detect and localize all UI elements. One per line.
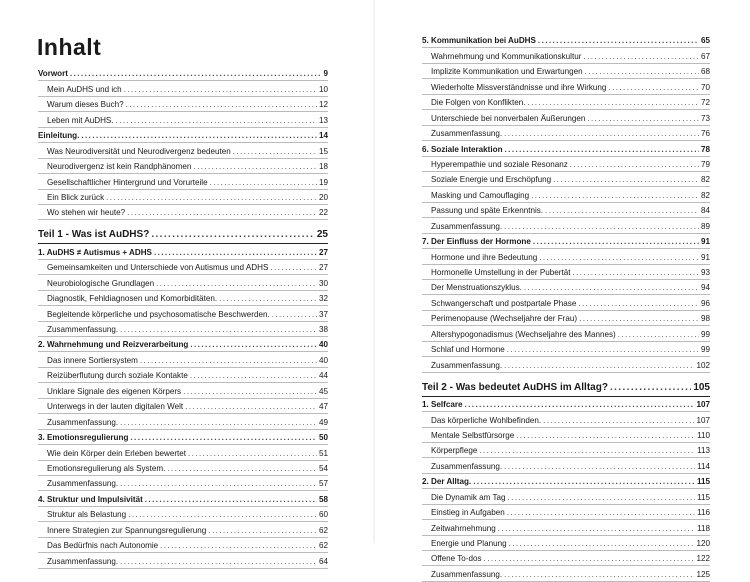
- toc-entry: [38, 553, 328, 568]
- toc-entry-page: 105: [693, 381, 710, 393]
- dot-leader: [585, 67, 699, 76]
- toc-entry-title: Perimenopause (Wechseljahre der Frau): [431, 314, 578, 324]
- toc-entry-title: Einstieg in Aufgaben: [431, 508, 505, 518]
- dot-leader: [120, 325, 317, 334]
- toc-entry-page: 84: [700, 206, 710, 216]
- dot-leader: [608, 83, 699, 92]
- toc-entry: [38, 205, 328, 220]
- toc-entry-title: Struktur als Belastung: [47, 510, 127, 520]
- toc-entry: [38, 291, 328, 306]
- toc-entry-page: 76: [700, 129, 710, 139]
- dot-leader: [504, 361, 694, 370]
- dot-leader: [610, 382, 691, 393]
- toc-chapter-entry: [38, 66, 328, 81]
- dot-leader: [553, 175, 699, 184]
- toc-entry-page: 114: [697, 461, 710, 471]
- toc-entry-page: 19: [318, 177, 328, 187]
- toc-entry: [422, 280, 710, 295]
- dot-leader: [127, 208, 317, 217]
- toc-entry: [38, 538, 328, 553]
- toc-entry: [422, 536, 710, 551]
- dot-leader: [498, 524, 695, 533]
- dot-leader: [533, 237, 699, 246]
- toc-chapter-entry: [38, 128, 328, 143]
- toc-entry: [422, 551, 710, 566]
- toc-entry-page: 15: [318, 146, 328, 156]
- dot-leader: [545, 206, 699, 215]
- toc-entry: [38, 414, 328, 429]
- toc-entry-page: 99: [700, 345, 710, 355]
- toc-chapter-entry: [422, 234, 710, 249]
- dot-leader: [128, 510, 317, 519]
- dot-leader: [160, 541, 317, 550]
- toc-entry: [422, 505, 710, 520]
- toc-entry-page: 40: [318, 340, 328, 350]
- toc-entry-page: 54: [318, 463, 328, 473]
- dot-leader: [505, 145, 699, 154]
- toc-entry-page: 18: [318, 162, 328, 172]
- toc-entry-title: Vorwort: [38, 69, 68, 79]
- toc-entry-title: Masking und Camouflaging: [431, 190, 530, 200]
- dot-leader: [579, 314, 699, 323]
- toc-entry-title: Warum dieses Buch?: [47, 100, 124, 110]
- toc-entry-title: Zusammenfassung.: [431, 569, 503, 579]
- toc-entry: [422, 357, 710, 372]
- toc-entry-title: Neurodivergenz ist kein Randphänomen: [47, 162, 192, 172]
- dot-leader: [106, 193, 317, 202]
- toc-entry: [422, 48, 710, 63]
- dot-leader: [151, 229, 315, 240]
- toc-entry-title: Soziale Energie und Erschöpfung: [431, 175, 552, 185]
- toc-entry-title: Innere Strategien zur Spannungsregulierung: [47, 525, 207, 535]
- dot-leader: [120, 557, 317, 566]
- dot-leader: [167, 464, 317, 473]
- dot-leader: [507, 508, 695, 517]
- dot-leader: [504, 462, 695, 471]
- dot-leader: [504, 570, 694, 579]
- toc-entry-page: 25: [316, 229, 328, 241]
- toc-entry-title: Zusammenfassung.: [47, 479, 119, 489]
- toc-entry-title: Emotionsregulierung als System.: [47, 463, 166, 473]
- toc-entry-title: Unterwegs in der lauten digitalen Welt: [47, 402, 184, 412]
- dot-leader: [140, 356, 317, 365]
- toc-list-left: [38, 66, 328, 569]
- dot-leader: [572, 268, 699, 277]
- toc-entry-title: Zusammenfassung.: [47, 556, 119, 566]
- toc-entry-page: 113: [697, 446, 710, 456]
- toc-entry-page: 64: [318, 556, 328, 566]
- toc-entry-title: Offene To-dos: [431, 554, 482, 564]
- dot-leader: [193, 162, 317, 171]
- toc-entry-title: Diagnostik, Fehldiagnosen und Komorbiditäten.: [47, 294, 218, 304]
- toc-entry-page: 47: [318, 402, 328, 412]
- toc-entry-title: Zusammenfassung.: [47, 325, 119, 334]
- toc-entry: [422, 566, 710, 581]
- toc-entry-title: 7. Der Einfluss der Hormone: [422, 237, 531, 247]
- dot-leader: [70, 69, 322, 78]
- toc-entry-page: 27: [318, 263, 328, 273]
- toc-entry: [38, 522, 328, 537]
- toc-entry-page: 22: [318, 208, 328, 218]
- dot-leader: [156, 279, 317, 288]
- toc-entry: [422, 412, 710, 427]
- toc-entry-page: 57: [318, 479, 328, 489]
- dot-leader: [509, 539, 695, 548]
- toc-entry: [38, 112, 328, 127]
- toc-entry-page: 102: [696, 360, 710, 370]
- toc-entry-page: 110: [697, 430, 710, 440]
- toc-entry-title: 1. Selfcare: [422, 400, 463, 410]
- toc-chapter-entry: [422, 141, 710, 156]
- toc-entry-title: Zusammenfassung.: [431, 221, 503, 231]
- dot-leader: [130, 433, 317, 442]
- toc-entry-page: 30: [318, 278, 328, 288]
- dot-leader: [210, 178, 317, 187]
- toc-entry: [422, 458, 710, 473]
- toc-entry-page: 10: [318, 84, 328, 94]
- toc-entry-title: Energie und Planung: [431, 539, 507, 548]
- dot-leader: [190, 340, 317, 349]
- toc-entry: [422, 443, 710, 458]
- toc-entry-title: Wiederholte Missverständnisse und ihre Wirkung: [431, 82, 607, 92]
- toc-entry-title: Einleitung.: [38, 131, 80, 141]
- toc-entry: [38, 275, 328, 290]
- dot-leader: [618, 330, 699, 339]
- toc-entry-title: Reizüberflutung durch soziale Kontakte: [47, 371, 188, 381]
- dot-leader: [543, 416, 694, 425]
- dot-leader: [508, 493, 696, 502]
- toc-entry: [38, 368, 328, 383]
- toc-entry-title: Die Folgen von Konflikten.: [431, 98, 526, 108]
- dot-leader: [524, 283, 699, 292]
- toc-entry: [38, 383, 328, 398]
- toc-entry-title: Gemeinsamkeiten und Unterschiede von Autismus und ADHS: [47, 263, 269, 273]
- toc-entry: [422, 295, 710, 310]
- right-page: [375, 0, 750, 579]
- toc-entry-page: 70: [700, 82, 710, 92]
- toc-entry-title: Der Menstruationszyklus.: [431, 283, 522, 293]
- toc-entry-page: 115: [696, 477, 710, 487]
- toc-entry-page: 122: [696, 554, 710, 564]
- toc-entry-title: Schwangerschaft und postpartale Phase: [431, 298, 577, 308]
- toc-entry-page: 51: [318, 448, 328, 458]
- dot-leader: [145, 495, 317, 504]
- toc-entry-page: 58: [318, 494, 328, 504]
- toc-entry: [422, 326, 710, 341]
- toc-entry-page: 50: [318, 433, 328, 443]
- toc-entry-title: Wie dein Körper dein Erleben bewertet: [47, 448, 187, 458]
- toc-entry-page: 115: [697, 492, 710, 502]
- toc-part-heading: [422, 373, 710, 397]
- toc-entry-page: 98: [700, 314, 710, 324]
- toc-entry-page: 91: [700, 237, 710, 247]
- toc-entry-page: 125: [696, 569, 710, 579]
- toc-list-right: [422, 33, 710, 582]
- toc-entry-page: 45: [318, 386, 328, 396]
- toc-entry-page: 118: [697, 523, 710, 533]
- toc-entry-title: Neurobiologische Grundlagen: [47, 278, 155, 288]
- dot-leader: [81, 131, 317, 140]
- toc-entry-page: 62: [318, 541, 328, 551]
- toc-entry: [422, 520, 710, 535]
- toc-entry-title: Altershypogonadismus (Wechseljahre des Mannes): [431, 329, 616, 339]
- dot-leader: [188, 449, 317, 458]
- toc-entry: [422, 95, 710, 110]
- toc-entry-title: Was Neurodiversität und Neurodivergenz bedeuten: [47, 146, 231, 156]
- dot-leader: [272, 310, 317, 319]
- toc-entry-page: 72: [700, 98, 710, 108]
- toc-entry-page: 120: [696, 539, 710, 548]
- toc-entry-page: 73: [700, 113, 710, 123]
- toc-entry: [422, 157, 710, 172]
- toc-entry-page: 82: [700, 175, 710, 185]
- toc-entry: [422, 249, 710, 264]
- toc-entry-page: 79: [700, 159, 710, 169]
- dot-leader: [233, 147, 317, 156]
- dot-leader: [587, 114, 699, 123]
- toc-entry: [38, 352, 328, 367]
- toc-entry-title: Zeitwahrnehmung: [431, 523, 496, 533]
- toc-entry: [38, 143, 328, 158]
- toc-entry-page: 44: [318, 371, 328, 381]
- toc-entry: [38, 322, 328, 337]
- toc-entry-title: 4. Struktur und Impulsivität: [38, 494, 143, 504]
- toc-entry: [422, 64, 710, 79]
- dot-leader: [154, 248, 317, 257]
- toc-chapter-entry: [38, 430, 328, 445]
- dot-leader: [516, 431, 695, 440]
- toc-entry-page: 78: [700, 144, 710, 154]
- toc-entry: [422, 203, 710, 218]
- toc-entry: [422, 79, 710, 94]
- toc-entry-page: 49: [318, 417, 328, 427]
- toc-entry: [38, 174, 328, 189]
- dot-leader: [465, 400, 695, 409]
- toc-entry: [422, 489, 710, 504]
- toc-entry-page: 27: [318, 247, 328, 257]
- toc-entry-title: Wo stehen wir heute?: [47, 208, 126, 218]
- toc-entry-title: Ein Blick zurück: [47, 192, 105, 202]
- toc-entry-title: Hyperempathie und soziale Resonanz: [431, 159, 568, 169]
- toc-chapter-entry: [422, 33, 710, 48]
- toc-entry-title: Gesellschaftlicher Hintergrund und Vorurteile: [47, 177, 208, 187]
- toc-entry-page: 40: [318, 355, 328, 365]
- toc-entry-title: Zusammenfassung.: [431, 461, 503, 471]
- toc-entry-title: Die Dynamik am Tag: [431, 492, 506, 502]
- toc-entry-page: 91: [700, 252, 710, 262]
- toc-entry-title: Wahrnehmung und Kommunikationskultur: [431, 51, 582, 61]
- dot-leader: [527, 98, 699, 107]
- toc-entry: [422, 342, 710, 357]
- toc-entry-title: Begleitende körperliche und psychosomatische Beschwerden.: [47, 309, 270, 319]
- toc-part-heading: [38, 220, 328, 244]
- toc-entry: [422, 428, 710, 443]
- dot-leader: [270, 263, 317, 272]
- dot-leader: [126, 100, 317, 109]
- dot-leader: [570, 160, 699, 169]
- dot-leader: [120, 479, 317, 488]
- toc-entry: [422, 172, 710, 187]
- toc-entry-page: 14: [318, 131, 328, 141]
- toc-entry-page: 67: [700, 51, 710, 61]
- dot-leader: [507, 345, 699, 354]
- toc-entry: [422, 265, 710, 280]
- toc-entry-page: 13: [318, 115, 328, 125]
- toc-entry: [38, 81, 328, 96]
- toc-chapter-entry: [422, 474, 710, 489]
- toc-entry: [38, 159, 328, 174]
- toc-entry-title: Leben mit AuDHS.: [47, 115, 114, 125]
- toc-entry: [422, 187, 710, 202]
- toc-entry: [38, 461, 328, 476]
- toc-entry: [38, 399, 328, 414]
- toc-entry-page: 9: [323, 69, 328, 79]
- toc-entry: [422, 311, 710, 326]
- toc-entry-title: Unklare Signale des eigenen Körpers: [47, 386, 182, 396]
- toc-entry-page: 38: [318, 325, 328, 334]
- toc-entry-title: Mentale Selbstfürsorge: [431, 430, 515, 440]
- toc-entry-title: Hormone und ihre Bedeutung: [431, 252, 538, 262]
- toc-entry-title: Unterschiede bei nonverbalen Äußerungen: [431, 113, 586, 123]
- dot-leader: [504, 222, 699, 231]
- dot-leader: [578, 299, 699, 308]
- toc-chapter-entry: [38, 491, 328, 506]
- dot-leader: [208, 526, 317, 535]
- toc-entry-page: 20: [318, 192, 328, 202]
- toc-entry-page: 60: [318, 510, 328, 520]
- toc-entry-title: Teil 1 - Was ist AuDHS?: [38, 229, 150, 241]
- toc-entry-page: 89: [700, 221, 710, 231]
- toc-entry: [422, 126, 710, 141]
- toc-entry-title: Teil 2 - Was bedeutet AuDHS im Alltag?: [422, 381, 608, 393]
- toc-entry: [422, 110, 710, 125]
- dot-leader: [539, 253, 699, 262]
- toc-entry-title: Das Bedürfnis nach Autonomie: [47, 541, 159, 551]
- toc-entry-title: 1. AuDHS ≠ Autismus + ADHS: [38, 247, 152, 257]
- toc-entry: [38, 445, 328, 460]
- dot-leader: [583, 52, 699, 61]
- toc-entry-title: Das innere Sortiersystem: [47, 355, 138, 365]
- toc-entry-title: Zusammenfassung.: [431, 360, 503, 370]
- dot-leader: [484, 554, 695, 563]
- toc-entry-title: 3. Emotionsregulierung: [38, 433, 129, 443]
- toc-entry-page: 107: [696, 415, 710, 425]
- toc-chapter-entry: [38, 244, 328, 259]
- dot-leader: [183, 387, 317, 396]
- toc-entry-title: Schlaf und Hormone: [431, 345, 505, 355]
- toc-entry-title: Zusammenfassung.: [47, 417, 119, 427]
- toc-entry-title: Das körperliche Wohlbefinden.: [431, 415, 542, 425]
- toc-entry-title: 5. Kommunikation bei AuDHS: [422, 36, 536, 46]
- toc-entry: [38, 476, 328, 491]
- dot-leader: [124, 85, 317, 94]
- toc-chapter-entry: [38, 337, 328, 352]
- toc-entry: [38, 260, 328, 275]
- left-page: [0, 0, 374, 566]
- toc-entry-title: Passung und späte Erkenntnis.: [431, 206, 544, 216]
- toc-entry-page: 96: [700, 298, 710, 308]
- dot-leader: [531, 191, 699, 200]
- dot-leader: [479, 446, 695, 455]
- dot-leader: [473, 477, 695, 486]
- toc-entry-page: 82: [700, 190, 710, 200]
- toc-entry-title: Mein AuDHS und ich: [47, 84, 122, 94]
- toc-entry-title: 2. Wahrnehmung und Reizverarbeitung: [38, 340, 189, 350]
- toc-entry: [38, 97, 328, 112]
- toc-entry: [38, 190, 328, 205]
- toc-entry-page: 93: [700, 268, 710, 277]
- dot-leader: [120, 418, 317, 427]
- toc-entry-page: 37: [318, 309, 328, 319]
- toc-entry-page: 65: [700, 36, 710, 46]
- toc-entry-page: 68: [700, 67, 710, 77]
- toc-entry-page: 12: [318, 100, 328, 110]
- toc-entry: [422, 218, 710, 233]
- toc-entry-title: 6. Soziale Interaktion: [422, 144, 503, 154]
- toc-entry-title: Hormonelle Umstellung in der Pubertät: [431, 268, 571, 277]
- dot-leader: [504, 129, 699, 138]
- toc-entry-title: Körperpflege: [431, 446, 478, 456]
- dot-leader: [116, 116, 317, 125]
- toc-entry-page: 94: [700, 283, 710, 293]
- toc-entry-title: Implizite Kommunikation und Erwartungen: [431, 67, 583, 77]
- dot-leader: [219, 294, 317, 303]
- toc-entry: [38, 306, 328, 321]
- toc-entry-page: 107: [696, 400, 710, 410]
- toc-heading: Inhalt: [37, 34, 102, 60]
- toc-chapter-entry: [422, 397, 710, 412]
- dot-leader: [190, 371, 317, 380]
- toc-entry-page: 32: [318, 294, 328, 304]
- toc-entry-page: 99: [700, 329, 710, 339]
- toc-entry-page: 62: [318, 525, 328, 535]
- toc-entry-page: 116: [697, 508, 710, 518]
- toc-entry: [38, 507, 328, 522]
- toc-entry-title: Zusammenfassung.: [431, 129, 503, 139]
- toc-entry-title: 2. Der Alltag.: [422, 477, 472, 487]
- dot-leader: [185, 402, 317, 411]
- dot-leader: [538, 36, 699, 45]
